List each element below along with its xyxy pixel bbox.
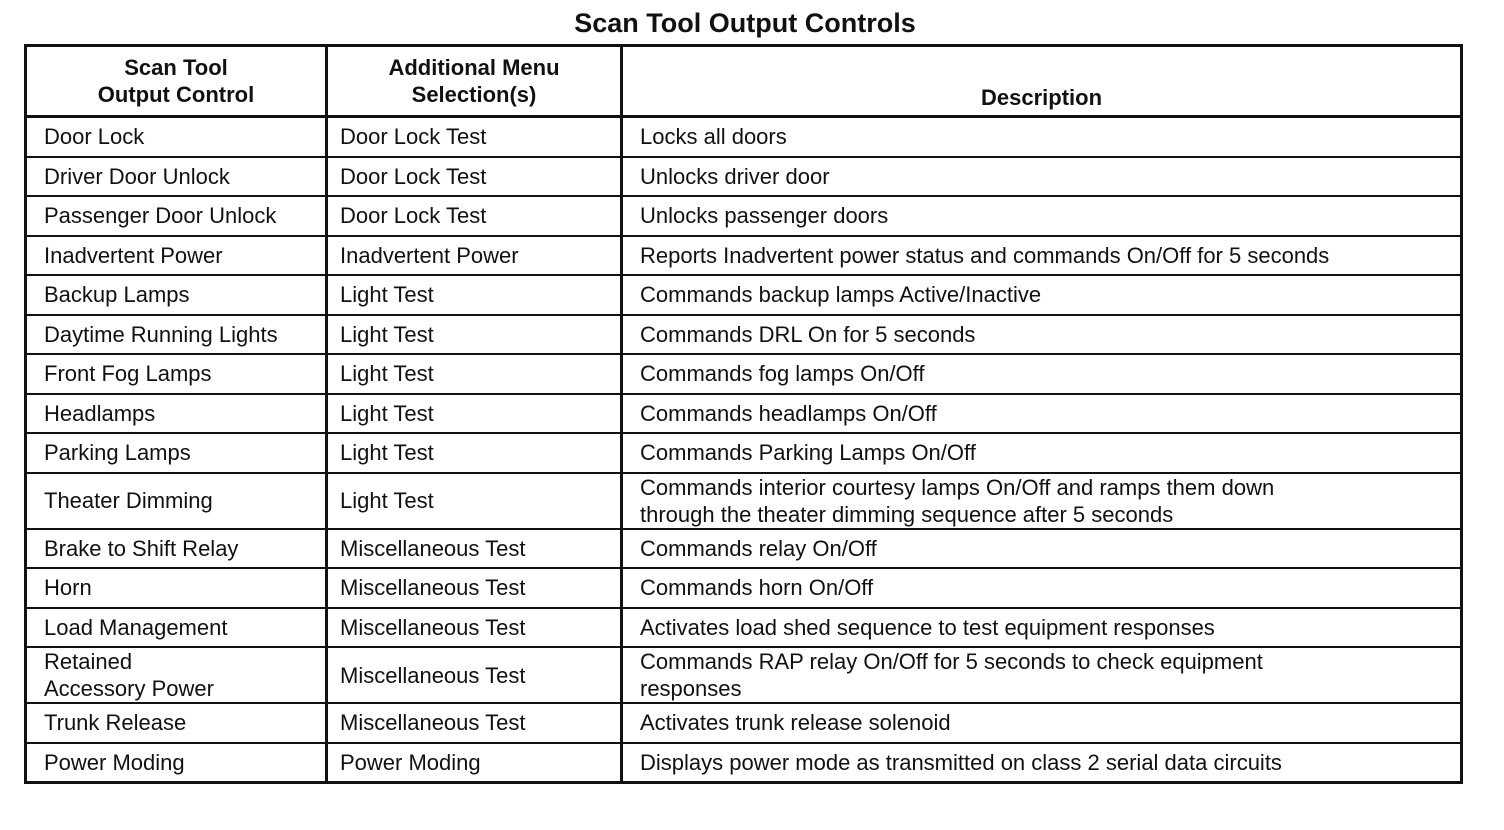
cell-line: Commands Parking Lamps On/Off (640, 440, 976, 466)
cell-line: Theater Dimming (44, 488, 213, 513)
cell-line: Trunk Release (44, 710, 187, 736)
header-line: Selection(s) (411, 82, 537, 107)
header-line: Scan Tool (124, 55, 228, 80)
cell-description (622, 275, 1462, 315)
cell-menu-selection: Miscellaneous Test (327, 529, 622, 569)
table-row (26, 529, 1462, 569)
cell-line: Accessory Power (44, 676, 214, 701)
table-row (26, 236, 1462, 276)
cell-output-control (26, 117, 327, 157)
cell-description (622, 647, 1462, 703)
cell-line: Commands fog lamps On/Off (640, 361, 925, 387)
cell-line: Activates trunk release solenoid (640, 710, 951, 736)
cell-description (622, 196, 1462, 236)
cell-line: Backup Lamps (44, 282, 190, 308)
cell-description (622, 608, 1462, 648)
cell-description (622, 117, 1462, 157)
cell-output-control (26, 647, 327, 703)
cell-line: Commands DRL On for 5 seconds (640, 321, 976, 347)
cell-description (622, 568, 1462, 608)
cell-line: Inadvertent Power (44, 242, 223, 268)
cell-description (622, 157, 1462, 197)
cell-menu-selection: Light Test (327, 275, 622, 315)
cell-menu-selection: Power Moding (327, 743, 622, 783)
cell-line: Power Moding (44, 749, 185, 775)
table-row (26, 473, 1462, 529)
header-line: Output Control (97, 82, 255, 107)
cell-menu-selection: Light Test (327, 394, 622, 434)
cell-output-control (26, 473, 327, 529)
cell-output-control (26, 157, 327, 197)
cell-line: Commands relay On/Off (640, 535, 877, 561)
cell-menu-selection: Light Test (327, 433, 622, 473)
cell-line: Passenger Door Unlock (44, 203, 277, 229)
table-row (26, 275, 1462, 315)
cell-line: Activates load shed sequence to test equipment responses (640, 614, 1215, 640)
cell-line: Locks all doors (640, 124, 787, 150)
cell-output-control (26, 394, 327, 434)
table-row (26, 743, 1462, 783)
table-row (26, 157, 1462, 197)
cell-output-control (26, 703, 327, 743)
cell-menu-selection: Inadvertent Power (327, 236, 622, 276)
cell-line: Commands horn On/Off (640, 575, 874, 601)
cell-line: Commands backup lamps Active/Inactive (640, 282, 1042, 308)
table-row (26, 608, 1462, 648)
cell-menu-selection: Door Lock Test (327, 196, 622, 236)
cell-line: Unlocks driver door (640, 163, 830, 189)
cell-menu-selection: Miscellaneous Test (327, 703, 622, 743)
cell-output-control (26, 608, 327, 648)
cell-line: Brake to Shift Relay (44, 535, 239, 561)
cell-line: Commands interior courtesy lamps On/Off and ramps them down (640, 474, 1275, 500)
table-row (26, 354, 1462, 394)
header-menu-selection (327, 46, 622, 117)
cell-output-control (26, 743, 327, 783)
page-title: Scan Tool Output Controls (574, 8, 916, 38)
table-row (26, 196, 1462, 236)
cell-line: Displays power mode as transmitted on class 2 serial data circuits (640, 749, 1282, 775)
cell-line: Commands headlamps On/Off (640, 400, 937, 426)
cell-line: Load Management (44, 614, 228, 640)
table-row (26, 315, 1462, 355)
table-row (26, 394, 1462, 434)
table-row (26, 433, 1462, 473)
cell-line: Unlocks passenger doors (640, 203, 889, 229)
cell-menu-selection: Light Test (327, 473, 622, 529)
cell-menu-selection: Light Test (327, 315, 622, 355)
header-line: Additional Menu (388, 55, 560, 80)
cell-line: Commands RAP relay On/Off for 5 seconds to check equipment (640, 649, 1263, 674)
cell-line: Front Fog Lamps (44, 361, 212, 387)
cell-description (622, 315, 1462, 355)
cell-line: Driver Door Unlock (44, 163, 230, 189)
cell-line: Daytime Running Lights (44, 321, 278, 347)
cell-description (622, 433, 1462, 473)
cell-output-control (26, 196, 327, 236)
cell-description (622, 529, 1462, 569)
cell-menu-selection: Light Test (327, 354, 622, 394)
output-controls-table (24, 44, 1463, 784)
cell-output-control (26, 354, 327, 394)
cell-output-control (26, 433, 327, 473)
table-row (26, 117, 1462, 157)
cell-line: Retained (44, 649, 133, 674)
cell-description (622, 703, 1462, 743)
header-description (622, 46, 1462, 117)
cell-output-control (26, 275, 327, 315)
cell-line: Parking Lamps (44, 440, 191, 466)
cell-output-control (26, 315, 327, 355)
header-output-control (26, 46, 327, 117)
cell-description (622, 354, 1462, 394)
cell-menu-selection: Miscellaneous Test (327, 568, 622, 608)
cell-line: through the theater dimming sequence after 5 seconds (640, 501, 1174, 527)
table-row (26, 647, 1462, 703)
cell-line: Door Lock (44, 124, 145, 150)
cell-line: responses (640, 676, 742, 701)
cell-output-control (26, 236, 327, 276)
header-line: Description (980, 85, 1103, 110)
table-header-row (26, 46, 1462, 117)
cell-description (622, 236, 1462, 276)
cell-description (622, 394, 1462, 434)
cell-description (622, 473, 1462, 529)
cell-menu-selection: Miscellaneous Test (327, 608, 622, 648)
cell-menu-selection: Miscellaneous Test (327, 647, 622, 703)
cell-output-control (26, 529, 327, 569)
cell-description (622, 743, 1462, 783)
cell-line: Reports Inadvertent power status and commands On/Off for 5 seconds (640, 242, 1330, 268)
cell-line: Horn (44, 575, 92, 601)
table-row (26, 568, 1462, 608)
cell-menu-selection: Door Lock Test (327, 117, 622, 157)
cell-output-control (26, 568, 327, 608)
cell-line: Headlamps (44, 400, 156, 426)
cell-menu-selection: Door Lock Test (327, 157, 622, 197)
table-row (26, 703, 1462, 743)
